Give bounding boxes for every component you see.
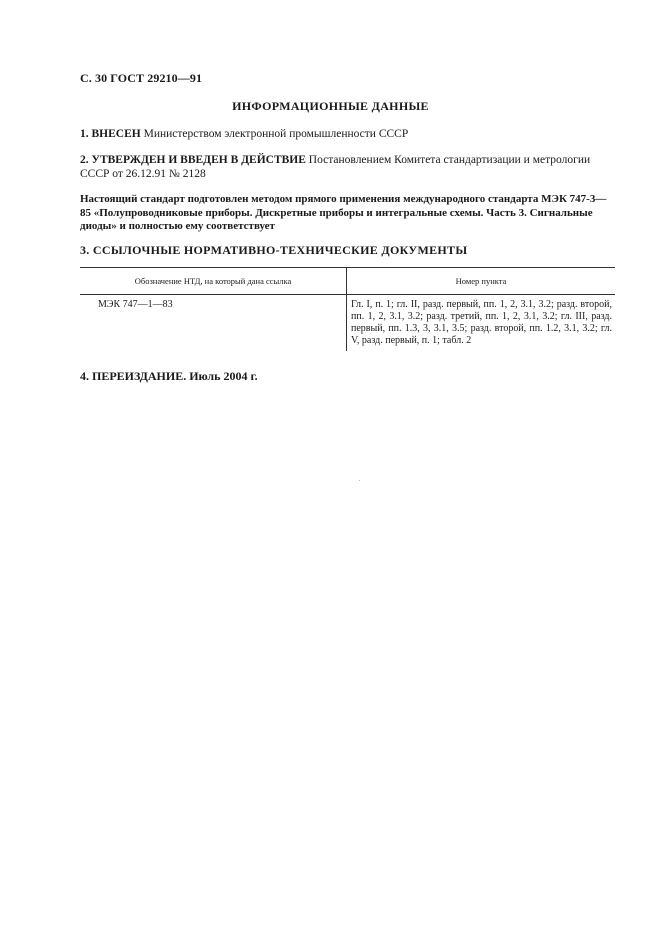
section-4-reissue: 4. ПЕРЕИЗДАНИЕ. Июль 2004 г. xyxy=(80,369,258,383)
table-header-clause: Номер пункта xyxy=(347,268,616,295)
page-header: С. 30 ГОСТ 29210—91 xyxy=(80,71,203,85)
table-row xyxy=(80,295,615,352)
table-cell-designation: МЭК 747—1—83 xyxy=(80,295,347,352)
standard-note: Настоящий стандарт подготовлен методом прямого применения международного стандарта МЭК 747-3—85 «Полупроводниковые приборы. Дискретные приборы и интегральные схемы. Часть 3. Сигнальные диоды» и полностью ему соответствует xyxy=(80,193,607,232)
item-1-number: 1. xyxy=(80,128,89,140)
section-3-heading: 3. ССЫЛОЧНЫЕ НОРМАТИВНО-ТЕХНИЧЕСКИЕ ДОКУМЕНТЫ xyxy=(80,243,468,257)
table-cell-clause: Гл. I, п. 1; гл. II, разд. первый, пп. 1, 2, 3.1, 3.2; разд. второй, пп. 1, 2, 3.1, 3.2; разд. третий, пп. 1, 2, 3.1, 3.2; гл. III, разд. первый, пп. 1.3, 3, 3.1, 3.5; разд. второй, пп. 1.2, 3.1, 3.2; гл. V, разд. первый, п. 1; табл. 2 xyxy=(351,299,612,346)
reference-table xyxy=(80,267,615,351)
table-header-row xyxy=(80,268,615,295)
item-2-number: 2. xyxy=(80,154,89,166)
info-item-1 xyxy=(80,127,615,141)
item-2-bold: УТВЕРЖДЕН И ВВЕДЕН В ДЕЙСТВИЕ xyxy=(91,154,306,166)
table-header-designation: Обозначение НТД, на который дана ссылка xyxy=(80,268,347,295)
item-1-text: Министерством электронной промышленности СССР xyxy=(140,128,409,140)
item-2-text: Постановлением Комитета стандартизации и метрологии СССР от 26.12.91 № 2128 xyxy=(80,154,591,180)
info-item-2 xyxy=(80,153,615,181)
scan-speck xyxy=(359,480,360,481)
section-title: ИНФОРМАЦИОННЫЕ ДАННЫЕ xyxy=(232,99,429,113)
item-1-bold: ВНЕСЕН xyxy=(91,128,141,140)
